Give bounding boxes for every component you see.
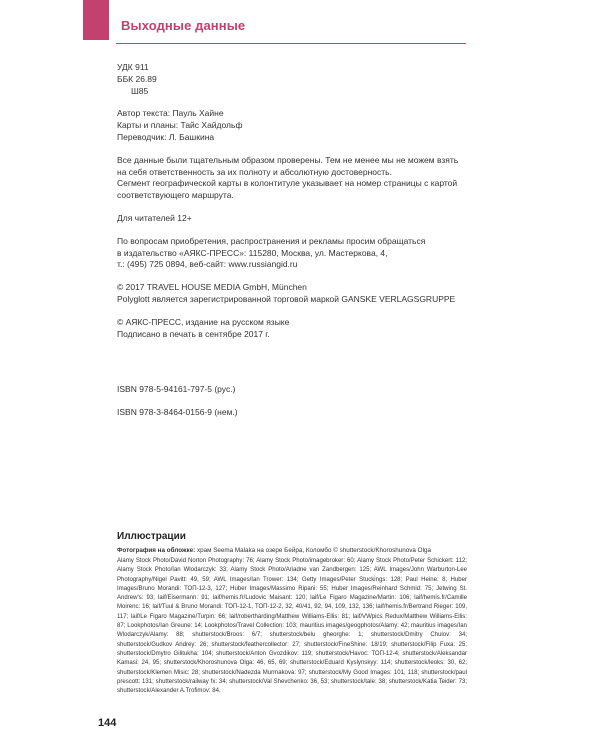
illustrations-section (117, 531, 467, 696)
contacts-line-2: в издательство «АЯКС-ПРЕСС»: 115280, Москва, ул. Мастеркова, 4, (117, 247, 388, 258)
copyright-line-2: Polyglott является зарегистрированной торговой маркой GANSKE VERLAGSGRUPPE (117, 293, 456, 304)
age-rating: Для читателей 12+ (117, 212, 192, 223)
isbn-russian: ISBN 978-5-94161-797-5 (рус.) (117, 384, 236, 394)
copyright-line-1: © 2017 TRAVEL HOUSE MEDIA GmbH, München (117, 282, 307, 293)
isbn-german: ISBN 978-3-8464-0156-9 (нем.) (117, 406, 238, 417)
page-header-title: Выходные данные (121, 18, 246, 33)
bbk-code: ББК 26.89 (117, 73, 157, 84)
imprint-block (117, 50, 467, 340)
udk-code: УДК 911 (117, 62, 149, 72)
contacts-line-3: т.: (495) 725 0894, веб-сайт: www.russiangid.ru (117, 259, 298, 270)
print-date: Подписано в печать в сентябре 2017 г. (117, 328, 270, 339)
page-number: 144 (98, 717, 117, 729)
disclaimer-line-3: Сегмент географической карты в колонтитуле указывает на номер страницы с картой (117, 178, 458, 189)
header-divider (116, 43, 466, 44)
maps-credit: Карты и планы: Тайс Хайдольф (117, 120, 243, 131)
isbn-block (117, 384, 467, 419)
cover-photo-credit (117, 546, 467, 555)
disclaimer-line-2: на себя ответственность за их полноту и абсолютную достоверность. (117, 166, 392, 177)
disclaimer-line-4: соответствующего маршрута. (117, 190, 234, 201)
translator-credit: Переводчик: Л. Башкина (117, 131, 215, 142)
photo-credits: Alamy Stock Photo/David Norton Photography: 76; Alamy Stock Photo/imagebroker: 60; Alamy Stock Photo/Peter Schickert: 112; Alamy Stock Photo/Ian Wlodarczyk: 33; Alamy Stock Photo/Ariadne van Zandbergen: 125; AWL Images/John Warburton-Lee Photography/Nigel Pavitt: 49, 59; AWL Images/Ian Trower: 134; Getty Images/Peter Stuckings: 128; Paul Heine: 8; Huber Images/Bruno Morandi: ТОП-12-3, 127; Huber Images/Massimo Ripani: 55; Huber Images/Reinhard Schmid: 75; Jetwing St. Andrew's: 93; laif/Eisermann: 91; laif/hemis.fr/Ludovic Maisant: 120; laif/Le Figaro Magazine/Martin: 106; laif/hemis.fr/Camille Moirenc: 16; laif/Tuul & Bruno Morandi: ТОП-12-1, ТОП-12-2, 32, 40/41, 92, 94, 109, 132, 136; laif/hemis.fr/Bertrand Rieger: 109, 117; laif/Le Figaro Magazine/Turpin: 66; laif/robertharding/Matthew Williams-Ellis: 81; laif/VWpics Redux/Matthew Williams-Ellis: 87; Lookphotos/Ian Greune: 14; Lookphotos/Travel Collection: 103; mauritius images/geogphotos/Alamy: 42; mauritius images/Ian Wlodarczyk/Alamy: 88; shutterstock/Broos: 6/7; shutterstock/belu gheorghe: 1; shutterstock/Dmitry Chulov: 34; shutterstock/Gudkov Andrey: 26; shutterstock/feathercollector: 27; shutterstock/FineShine: 18/19; shutterstock/Filip Fuxa: 25; shutterstock/Dmytro Gilitukha: 104; shutterstock/Anton Gvozdikov: 119; shutterstock/Havoc: ТОП-12-4; shutterstock/Aleksandar Kamasi: 24, 95; shutterstock/Khoroshunova Olga: 46, 65, 69; shutterstock/Eduard Kyslynskyy: 114; shutterstock/leoks: 30, 62; shutterstock/Klemen Misic: 28; shutterstock/Nadezda Murmakova: 97; shutterstock/My Good Images: 101, 118; shutterstock/paul prescott: 131; shutterstock/railway fx: 34; shutterstock/Val Shevchenko: 36, 53; shutterstock/tale: 38; shutterstock/Katia Teider: 73; shutterstock/Alexander A.Trofimov: 84. (117, 558, 467, 695)
cover-photo-text: храм Seema Malaka на озере Бейра, Коломбо © shutterstock/Khoroshunova Olga (195, 547, 431, 554)
disclaimer-line-1: Все данные были тщательным образом проверены. Тем не менее мы не можем взять (117, 154, 459, 165)
copyright-line-3: © АЯКС-ПРЕСС, издание на русском языке (117, 316, 290, 327)
chapter-tab-marker (83, 0, 109, 40)
author-mark: Ш85 (131, 85, 149, 96)
illustrations-heading: Иллюстрации (117, 531, 186, 542)
author-credit: Автор текста: Пауль Хайне (117, 108, 224, 119)
cover-photo-label: Фотография на обложке: (117, 547, 196, 554)
contacts-line-1: По вопросам приобретения, распространения и рекламы просим обращаться (117, 235, 426, 246)
